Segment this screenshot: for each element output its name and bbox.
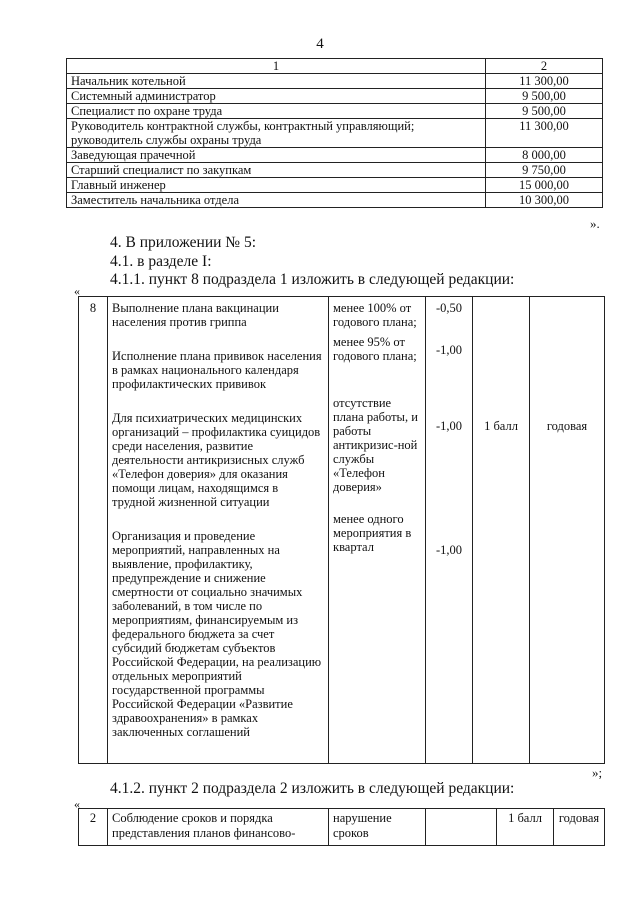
table-row xyxy=(67,89,603,104)
salary-table xyxy=(66,58,603,208)
opening-quote: « xyxy=(74,284,80,298)
closing-quote: ». xyxy=(590,216,600,231)
condition-text: отсутствие плана работы, и работы антикризис-ной службы «Телефон доверия» xyxy=(333,396,418,494)
position-name: Главный инженер xyxy=(67,178,486,193)
condition-text: менее 100% от годового плана; xyxy=(333,301,417,329)
value-cell xyxy=(426,297,473,764)
indicator-value: -1,00 xyxy=(435,543,463,557)
salary-value: 11 300,00 xyxy=(486,74,603,89)
condition-cell xyxy=(329,297,426,764)
salary-value: 11 300,00 xyxy=(486,119,603,148)
indicator-cell xyxy=(108,297,329,764)
table-header-row xyxy=(67,59,603,74)
position-name: Заведующая прачечной xyxy=(67,148,486,163)
table-row xyxy=(79,809,605,846)
table-row xyxy=(79,297,605,764)
indicator-value xyxy=(426,809,497,846)
position-name: Заместитель начальника отдела xyxy=(67,193,486,208)
table-row xyxy=(67,163,603,178)
item-number: 2 xyxy=(79,809,108,846)
indicator-value: -1,00 xyxy=(435,419,463,433)
period-cell xyxy=(530,297,605,764)
indicator-text: Организация и проведение мероприятий, направленных на выявление, профилактику, предупреждение и снижение смертности от социально значимых заболеваний, в том числе по мероприятиям, финансируемым из федерального бюджета за счет субсидий бюджетам субъектов Российской Федерации, на реализацию отдельных мероприятий государственной программы Российской Федерации «Развитие здравоохранения» в рамках заключенных соглашений xyxy=(112,529,322,739)
condition-text: нарушение сроков xyxy=(329,809,426,846)
indicator-table xyxy=(78,296,605,764)
indicator-text: Для психиатрических медицинских организаций – профилактика суицидов среди населения, развитие деятельности антикризисных служб «Телефон доверия» для оказания помощи лицам, находящимся в трудной жизненной ситуации xyxy=(112,411,321,509)
salary-value: 9 750,00 xyxy=(486,163,603,178)
position-name: Руководитель контрактной службы, контрактный управляющий; руководитель службы охраны труда xyxy=(67,119,486,148)
salary-value: 9 500,00 xyxy=(486,89,603,104)
condition-text: менее одного мероприятия в квартал xyxy=(333,512,412,554)
indicator-table-2 xyxy=(78,808,605,846)
column-header: 1 xyxy=(67,59,486,74)
period-value: годовая xyxy=(554,809,605,846)
page-number: 4 xyxy=(316,36,324,52)
indicator-text: Соблюдение сроков и порядка представления планов финансово- xyxy=(108,809,329,846)
salary-value: 8 000,00 xyxy=(486,148,603,163)
indicator-value: -1,00 xyxy=(435,343,463,357)
position-name: Старший специалист по закупкам xyxy=(67,163,486,178)
paragraph-4: 4. В приложении № 5: xyxy=(110,234,257,251)
position-name: Системный администратор xyxy=(67,89,486,104)
indicator-text: Выполнение плана вакцинации населения против гриппа xyxy=(112,301,279,329)
salary-value: 9 500,00 xyxy=(486,104,603,119)
indicator-value: -0,50 xyxy=(435,301,463,315)
position-name: Начальник котельной xyxy=(67,74,486,89)
indicator-text: Исполнение плана прививок населения в рамках национального календаря профилактических прививок xyxy=(112,349,322,391)
item-number: 8 xyxy=(79,297,108,764)
table-row xyxy=(67,74,603,89)
closing-quote: »; xyxy=(592,765,603,780)
table-row xyxy=(67,104,603,119)
position-name: Специалист по охране труда xyxy=(67,104,486,119)
salary-value: 10 300,00 xyxy=(486,193,603,208)
score-cell xyxy=(473,297,530,764)
condition-text: менее 95% от годового плана; xyxy=(333,335,417,363)
table-row xyxy=(67,148,603,163)
paragraph-4-1: 4.1. в разделе I: xyxy=(110,253,212,270)
score-value: 1 балл xyxy=(497,809,554,846)
paragraph-4-1-2: 4.1.2. пункт 2 подраздела 2 изложить в следующей редакции: xyxy=(110,780,515,797)
table-row xyxy=(67,193,603,208)
salary-value: 15 000,00 xyxy=(486,178,603,193)
opening-quote: « xyxy=(74,797,80,811)
table-row xyxy=(67,119,603,148)
paragraph-4-1-1: 4.1.1. пункт 8 подраздела 1 изложить в следующей редакции: xyxy=(110,271,515,288)
score-value: 1 балл xyxy=(484,419,518,433)
period-value: годовая xyxy=(546,419,588,433)
column-header: 2 xyxy=(486,59,603,74)
table-row xyxy=(67,178,603,193)
